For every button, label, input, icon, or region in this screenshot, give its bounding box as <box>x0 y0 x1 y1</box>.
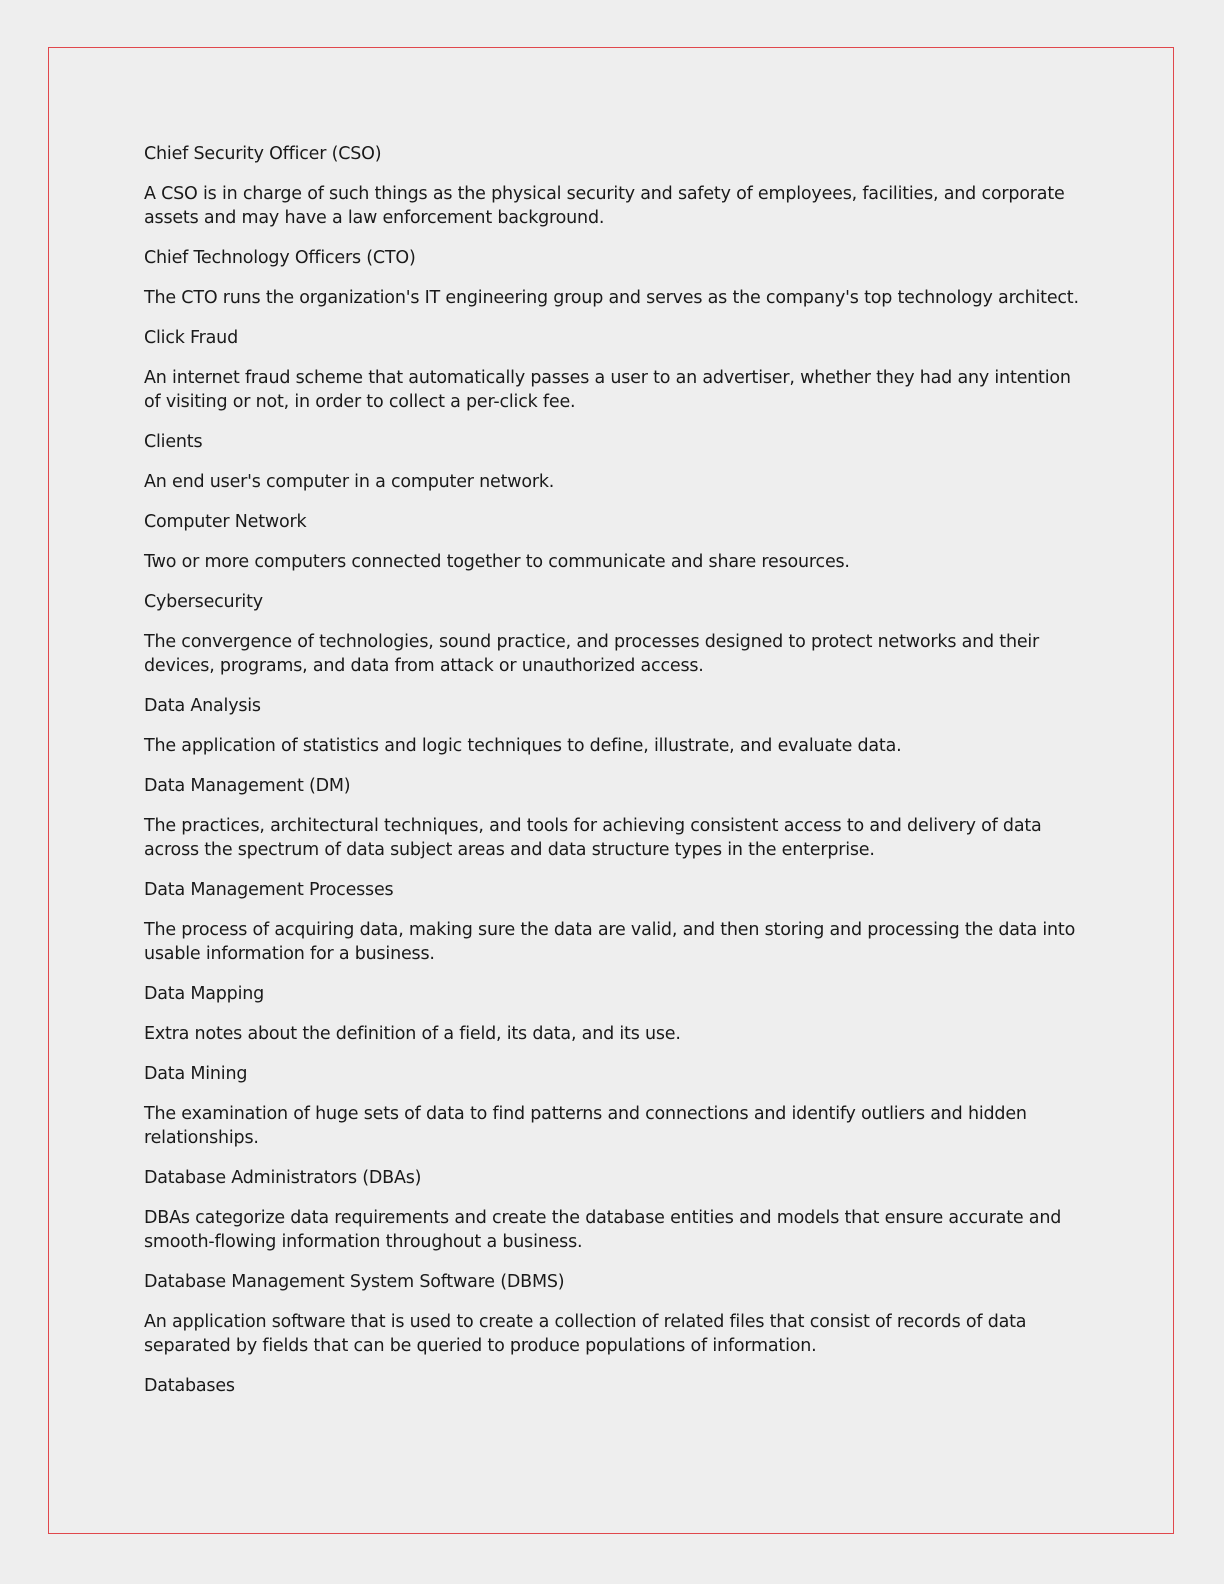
glossary-content <box>144 142 1084 1414</box>
glossary-term: Chief Technology Officers (CTO) <box>144 248 416 268</box>
glossary-entry <box>144 326 1084 414</box>
glossary-entry <box>144 1374 1084 1398</box>
glossary-term: Database Management System Software (DBMS) <box>144 1272 565 1292</box>
glossary-definition: The application of statistics and logic techniques to define, illustrate, and evaluate data. <box>144 736 902 756</box>
glossary-entry <box>144 878 1084 966</box>
glossary-entry <box>144 694 1084 758</box>
glossary-definition: Extra notes about the definition of a field, its data, and its use. <box>144 1024 681 1044</box>
glossary-term: Databases <box>144 1376 235 1396</box>
glossary-entry <box>144 1062 1084 1150</box>
glossary-term: Clients <box>144 432 203 452</box>
glossary-term: Data Management (DM) <box>144 776 351 796</box>
glossary-term: Click Fraud <box>144 328 238 348</box>
glossary-entry <box>144 774 1084 862</box>
glossary-definition: An application software that is used to create a collection of related files that consist of records of data separated by fields that can be queried to produce populations of information. <box>144 1312 1027 1356</box>
glossary-entry <box>144 982 1084 1046</box>
glossary-term: Data Analysis <box>144 696 261 716</box>
glossary-definition: The examination of huge sets of data to find patterns and connections and identify outliers and hidden relationships. <box>144 1104 1027 1148</box>
glossary-term: Data Mapping <box>144 984 265 1004</box>
glossary-definition: The practices, architectural techniques, and tools for achieving consistent access to and delivery of data across the spectrum of data subject areas and data structure types in the enterprise. <box>144 816 1042 860</box>
glossary-definition: An internet fraud scheme that automatically passes a user to an advertiser, whether they had any intention of visiting or not, in order to collect a per-click fee. <box>144 368 1071 412</box>
glossary-entry <box>144 1270 1084 1358</box>
glossary-definition: An end user's computer in a computer network. <box>144 472 555 492</box>
glossary-entry <box>144 1166 1084 1254</box>
glossary-definition: Two or more computers connected together to communicate and share resources. <box>144 552 850 572</box>
glossary-definition: The convergence of technologies, sound practice, and processes designed to protect networks and their devices, programs, and data from attack or unauthorized access. <box>144 632 1040 676</box>
glossary-definition: DBAs categorize data requirements and create the database entities and models that ensure accurate and smooth-flowing information throughout a business. <box>144 1208 1062 1252</box>
glossary-entry <box>144 510 1084 574</box>
glossary-entry <box>144 590 1084 678</box>
glossary-term: Chief Security Officer (CSO) <box>144 144 382 164</box>
glossary-entry <box>144 246 1084 310</box>
glossary-term: Data Mining <box>144 1064 248 1084</box>
glossary-term: Cybersecurity <box>144 592 263 612</box>
glossary-definition: The CTO runs the organization's IT engineering group and serves as the company's top technology architect. <box>144 288 1079 308</box>
glossary-entry <box>144 430 1084 494</box>
glossary-definition: A CSO is in charge of such things as the physical security and safety of employees, facilities, and corporate assets and may have a law enforcement background. <box>144 184 1065 228</box>
glossary-definition: The process of acquiring data, making sure the data are valid, and then storing and processing the data into usable information for a business. <box>144 920 1076 964</box>
glossary-term: Computer Network <box>144 512 307 532</box>
glossary-entry <box>144 142 1084 230</box>
glossary-term: Data Management Processes <box>144 880 394 900</box>
glossary-term: Database Administrators (DBAs) <box>144 1168 422 1188</box>
